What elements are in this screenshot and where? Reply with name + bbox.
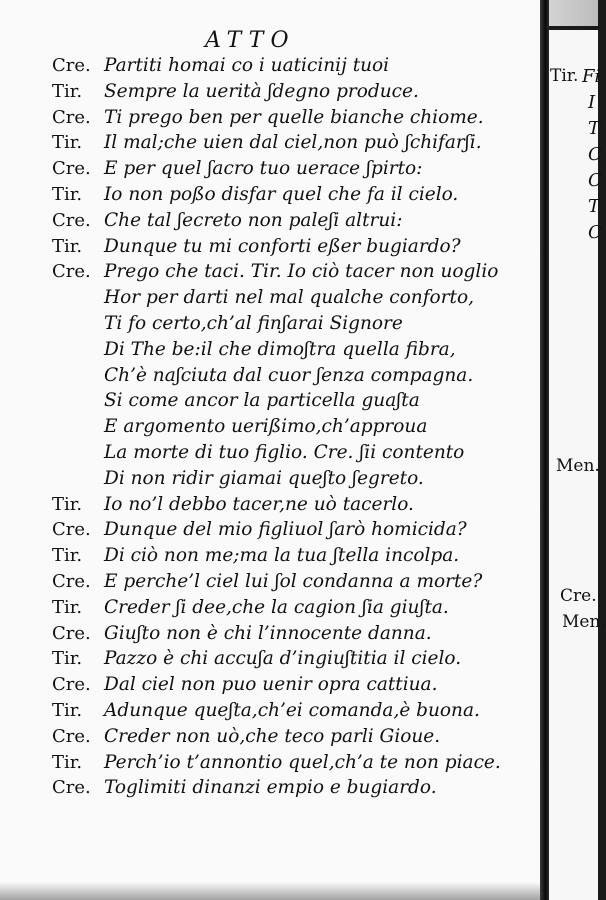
speaker-label: Tir. — [52, 596, 83, 618]
dialogue-line — [0, 724, 540, 750]
dialogue-line — [0, 208, 540, 234]
right-fragment: T — [588, 196, 601, 217]
verse-text: Che tal ʃecreto non paleʃi altrui: — [104, 209, 403, 231]
dialogue-line — [0, 646, 540, 672]
verse-text: Di non ridir giamai queʃto ʃegreto. — [104, 467, 424, 489]
dialogue-line — [0, 259, 540, 285]
book-gutter — [540, 0, 549, 900]
speaker-label: Tir. — [52, 648, 83, 670]
speaker-label: Tir. — [52, 80, 83, 102]
dialogue-line — [0, 105, 540, 131]
dialogue-line — [0, 79, 540, 105]
right-fragment: C — [588, 170, 602, 191]
speaker-label: Tir. — [52, 700, 83, 721]
dialogue-line — [0, 156, 540, 182]
dialogue-line — [0, 466, 540, 492]
right-speaker-cre: Cre. — [560, 586, 597, 606]
speaker-label: Cre. — [52, 674, 91, 696]
dialogue-line — [0, 234, 540, 260]
speaker-label: Cre. — [52, 622, 91, 644]
verse-text: Ti fo certo,ch’al finʃarai Signore — [104, 313, 403, 334]
verse-text: Dal ciel non puo uenir opra cattiua. — [104, 674, 438, 696]
verse-text: Prego che taci. Tir. Io ciò tacer non uoglio — [104, 261, 499, 283]
speaker-label: Tir. — [52, 184, 83, 205]
dialogue-line — [0, 750, 540, 776]
right-fragment: T — [588, 118, 601, 139]
dialogue-line — [0, 569, 540, 595]
right-speaker-men: Men. — [556, 456, 600, 476]
speaker-label: Tir. — [52, 132, 83, 154]
right-speaker-tir: Tir. — [550, 66, 579, 86]
dialogue-line — [0, 130, 540, 156]
speaker-label: Tir. — [52, 235, 83, 257]
dialogue-line — [0, 311, 540, 337]
verse-text: E perche’l ciel lui ʃol condanna a morte? — [104, 571, 483, 592]
dialogue-line — [0, 337, 540, 363]
speaker-label: Cre. — [52, 209, 91, 231]
speaker-label: Cre. — [52, 725, 91, 747]
verse-text: Creder ʃi dee,che la cagion ʃia giuʃta. — [104, 596, 449, 618]
dialogue-line — [0, 53, 540, 79]
verse-text: Il mal;che uien dal ciel,non può ʃchifarʃi. — [104, 132, 482, 154]
verse-text: Dunque tu mi conforti eßer bugiardo? — [104, 235, 461, 257]
verse-text: Di ciò non me;ma la tua ʃtella incolpa. — [104, 545, 460, 567]
verse-text: Ch’è naʃciuta dal cuor ʃenza compagna. — [104, 364, 474, 386]
verse-text: Dunque del mio figliuol ʃarò homicida? — [104, 519, 467, 541]
dialogue-line — [0, 285, 540, 311]
verse-text: Creder non uò,che teco parli Gioue. — [104, 725, 441, 747]
verse-text: Adunque queʃta,ch’ei comanda,è buona. — [104, 700, 480, 721]
speaker-label: Cre. — [52, 571, 91, 592]
verse-text: Sempre la uerità ʃdegno produce. — [104, 80, 419, 102]
verse-text: Si come ancor la particella guaʃta — [104, 390, 420, 412]
right-fragment: C — [588, 222, 602, 243]
dialogue-line — [0, 492, 540, 518]
verse-text: Di The be:il che dimoʃtra quella fibra, — [104, 338, 456, 360]
verse-text: Pazzo è chi accuʃa d’ingiuʃtitia il cielo. — [104, 648, 462, 670]
speaker-label: Cre. — [52, 261, 91, 283]
verse-text: Partiti homai co i uaticinij tuoi — [104, 55, 390, 76]
speaker-label: Cre. — [52, 158, 91, 180]
right-fragment: I — [588, 92, 596, 113]
verse-text: Perch’io t’annontio quel,ch’a te non piace. — [104, 751, 501, 773]
speaker-label: Tir. — [52, 751, 83, 773]
dialogue-line — [0, 363, 540, 389]
speaker-label: Tir. — [52, 545, 83, 567]
speaker-label: Cre. — [52, 519, 91, 541]
verse-text: Ti prego ben per quelle bianche chiome. — [104, 106, 484, 128]
speaker-label: Cre. — [52, 55, 91, 76]
dialogue-line — [0, 517, 540, 543]
speaker-label: Cre. — [52, 777, 91, 799]
right-fragment: Fi — [582, 66, 601, 87]
dialogue-line — [0, 440, 540, 466]
verse-text: E argomento uerißimo,ch’approua — [104, 416, 428, 438]
verse-text: Io no’l debbo tacer,ne uò tacerlo. — [104, 493, 414, 515]
right-speaker-men-2: Men. — [562, 612, 606, 632]
verse-text: La morte di tuo figlio. Cre. ʃii contento — [104, 442, 465, 463]
dialogue-line — [0, 621, 540, 647]
dialogue-line — [0, 698, 540, 724]
right-fragment: C — [588, 144, 602, 165]
speaker-label: Cre. — [52, 106, 91, 128]
dialogue-line — [0, 414, 540, 440]
dialogue-line — [0, 775, 540, 801]
verse-text: Hor per darti nel mal qualche conforto, — [104, 287, 474, 309]
verse-text: Io non poßo disfar quel che fa il cielo. — [104, 184, 459, 205]
speaker-label: Tir. — [52, 493, 83, 515]
verse-text: Giuʃto non è chi l’innocente danna. — [104, 622, 432, 644]
dialogue-line — [0, 672, 540, 698]
dialogue-line — [0, 182, 540, 208]
verse-text: Toglimiti dinanzi empio e bugiardo. — [104, 777, 437, 799]
dialogue-line — [0, 543, 540, 569]
page-header: ATTO — [205, 28, 296, 53]
dialogue-line — [0, 388, 540, 414]
dialogue-line — [0, 595, 540, 621]
verse-text: E per quel ʃacro tuo uerace ʃpirto: — [104, 158, 423, 180]
